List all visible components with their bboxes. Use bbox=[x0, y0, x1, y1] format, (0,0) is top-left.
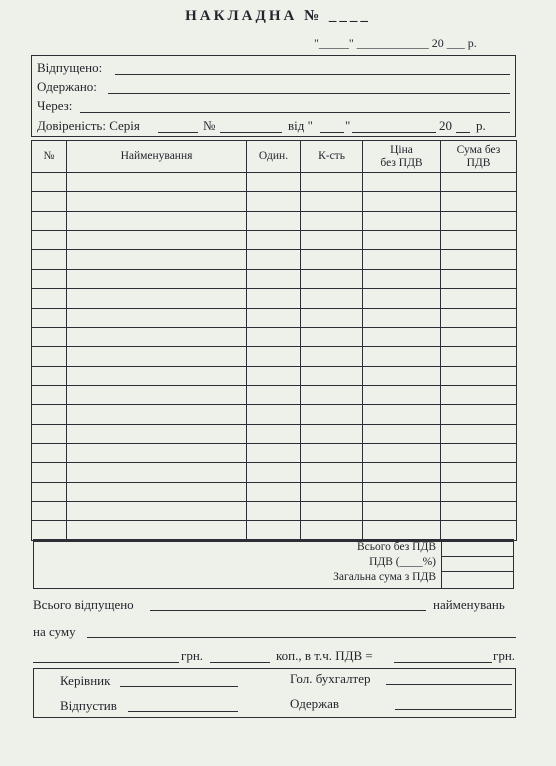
table-cell[interactable] bbox=[67, 269, 247, 288]
table-cell[interactable] bbox=[441, 308, 517, 327]
table-cell[interactable] bbox=[441, 211, 517, 230]
released-by-signature-field[interactable] bbox=[128, 711, 238, 712]
total-without-vat-field[interactable] bbox=[441, 556, 514, 557]
col-quantity: К-сть bbox=[301, 141, 363, 173]
table-cell[interactable] bbox=[247, 385, 301, 404]
table-cell[interactable] bbox=[301, 385, 363, 404]
quote-close: " bbox=[345, 118, 351, 133]
table-cell[interactable] bbox=[441, 521, 517, 540]
attorney-year-field[interactable] bbox=[456, 132, 470, 133]
table-cell[interactable] bbox=[32, 231, 67, 250]
table-cell[interactable] bbox=[32, 327, 67, 346]
table-cell[interactable] bbox=[67, 463, 247, 482]
table-cell[interactable] bbox=[32, 463, 67, 482]
total-with-vat-label: Загальна сума з ПДВ bbox=[333, 571, 436, 583]
table-cell[interactable] bbox=[247, 192, 301, 211]
table-cell[interactable] bbox=[67, 482, 247, 501]
table-cell[interactable] bbox=[247, 521, 301, 540]
table-cell[interactable] bbox=[67, 405, 247, 424]
uah-end-label: грн. bbox=[493, 648, 516, 663]
table-cell[interactable] bbox=[32, 269, 67, 288]
table-cell[interactable] bbox=[32, 173, 67, 192]
table-row bbox=[32, 289, 517, 308]
table-cell[interactable] bbox=[441, 173, 517, 192]
table-cell[interactable] bbox=[67, 366, 247, 385]
received-by-label: Одержав bbox=[290, 696, 339, 711]
table-cell[interactable] bbox=[32, 250, 67, 269]
table-cell[interactable] bbox=[247, 308, 301, 327]
table-cell[interactable] bbox=[301, 250, 363, 269]
table-cell[interactable] bbox=[247, 482, 301, 501]
table-cell[interactable] bbox=[67, 289, 247, 308]
table-cell[interactable] bbox=[67, 211, 247, 230]
table-cell[interactable] bbox=[363, 482, 441, 501]
document-title: НАКЛАДНА № ____ bbox=[185, 8, 371, 24]
date-line: "_____" ____________ 20 ___ р. bbox=[314, 36, 477, 50]
table-cell[interactable] bbox=[67, 231, 247, 250]
table-cell[interactable] bbox=[247, 347, 301, 366]
table-cell[interactable] bbox=[441, 269, 517, 288]
table-cell[interactable] bbox=[32, 289, 67, 308]
table-cell[interactable] bbox=[363, 502, 441, 521]
table-row bbox=[32, 444, 517, 463]
table-cell[interactable] bbox=[363, 366, 441, 385]
table-cell[interactable] bbox=[363, 347, 441, 366]
table-cell[interactable] bbox=[32, 482, 67, 501]
table-cell[interactable] bbox=[67, 424, 247, 443]
table-cell[interactable] bbox=[301, 424, 363, 443]
table-cell[interactable] bbox=[441, 405, 517, 424]
through-field[interactable] bbox=[80, 112, 510, 113]
table-cell[interactable] bbox=[441, 502, 517, 521]
table-row bbox=[32, 211, 517, 230]
table-row bbox=[32, 250, 517, 269]
table-cell[interactable] bbox=[67, 347, 247, 366]
col-name: Найменування bbox=[67, 141, 247, 173]
table-row bbox=[32, 405, 517, 424]
table-cell[interactable] bbox=[67, 327, 247, 346]
table-row bbox=[32, 463, 517, 482]
table-row bbox=[32, 192, 517, 211]
received-by-signature-field[interactable] bbox=[395, 709, 512, 710]
table-cell[interactable] bbox=[363, 192, 441, 211]
table-cell[interactable] bbox=[441, 444, 517, 463]
total-released-label: Всього відпущено bbox=[33, 597, 134, 612]
table-cell[interactable] bbox=[247, 366, 301, 385]
released-label: Відпущено: bbox=[37, 60, 103, 75]
released-field[interactable] bbox=[115, 74, 510, 75]
table-cell[interactable] bbox=[301, 366, 363, 385]
table-cell[interactable] bbox=[363, 385, 441, 404]
table-row bbox=[32, 385, 517, 404]
received-label: Одержано: bbox=[37, 79, 97, 94]
table-row bbox=[32, 521, 517, 540]
table-cell[interactable] bbox=[441, 463, 517, 482]
year-suffix: р. bbox=[476, 118, 486, 133]
table-cell[interactable] bbox=[247, 444, 301, 463]
through-label: Через: bbox=[37, 98, 73, 113]
power-of-attorney-label: Довіреність: Серія bbox=[37, 118, 140, 133]
head-label: Керівник bbox=[60, 673, 111, 688]
table-cell[interactable] bbox=[247, 463, 301, 482]
table-cell[interactable] bbox=[363, 269, 441, 288]
table-cell[interactable] bbox=[247, 173, 301, 192]
table-cell[interactable] bbox=[247, 269, 301, 288]
table-cell[interactable] bbox=[301, 482, 363, 501]
table-cell[interactable] bbox=[301, 211, 363, 230]
table-cell[interactable] bbox=[301, 289, 363, 308]
table-cell[interactable] bbox=[301, 269, 363, 288]
kop-amount-field[interactable] bbox=[210, 662, 270, 663]
attorney-month-field[interactable] bbox=[352, 132, 436, 133]
table-cell[interactable] bbox=[247, 231, 301, 250]
table-cell[interactable] bbox=[32, 211, 67, 230]
table-cell[interactable] bbox=[441, 347, 517, 366]
year-prefix: 20 bbox=[439, 118, 452, 133]
table-cell[interactable] bbox=[363, 173, 441, 192]
table-cell[interactable] bbox=[363, 327, 441, 346]
table-cell[interactable] bbox=[301, 173, 363, 192]
table-header-row bbox=[32, 141, 517, 173]
table-cell[interactable] bbox=[247, 424, 301, 443]
table-cell[interactable] bbox=[247, 211, 301, 230]
table-cell[interactable] bbox=[441, 250, 517, 269]
released-by-label: Відпустив bbox=[60, 698, 117, 713]
table-cell[interactable] bbox=[441, 327, 517, 346]
attorney-day-field[interactable] bbox=[320, 132, 344, 133]
chief-accountant-label: Гол. бухгалтер bbox=[290, 671, 371, 686]
table-cell[interactable] bbox=[247, 405, 301, 424]
col-price: Ціна без ПДВ bbox=[363, 141, 441, 173]
table-row bbox=[32, 482, 517, 501]
table-row bbox=[32, 347, 517, 366]
table-cell[interactable] bbox=[301, 463, 363, 482]
table-cell[interactable] bbox=[67, 521, 247, 540]
table-cell[interactable] bbox=[32, 521, 67, 540]
table-cell[interactable] bbox=[363, 211, 441, 230]
table-cell[interactable] bbox=[441, 289, 517, 308]
table-cell[interactable] bbox=[363, 289, 441, 308]
total-released-field[interactable] bbox=[150, 610, 426, 611]
table-cell[interactable] bbox=[32, 502, 67, 521]
series-field[interactable] bbox=[158, 132, 198, 133]
sum-in-words-field[interactable] bbox=[87, 637, 516, 638]
vat-field[interactable] bbox=[441, 571, 514, 572]
table-row bbox=[32, 327, 517, 346]
col-sum: Сума без ПДВ bbox=[441, 141, 517, 173]
vat-amount-field[interactable] bbox=[394, 662, 492, 663]
chief-accountant-signature-field[interactable] bbox=[386, 684, 512, 685]
table-cell[interactable] bbox=[363, 444, 441, 463]
table-cell[interactable] bbox=[363, 521, 441, 540]
for-sum-label: на суму bbox=[33, 624, 76, 639]
table-cell[interactable] bbox=[247, 250, 301, 269]
vat-label: ПДВ (____%) bbox=[369, 556, 436, 568]
table-cell[interactable] bbox=[32, 308, 67, 327]
table-cell[interactable] bbox=[363, 231, 441, 250]
table-cell[interactable] bbox=[247, 327, 301, 346]
table-cell[interactable] bbox=[301, 192, 363, 211]
table-cell[interactable] bbox=[32, 366, 67, 385]
table-cell[interactable] bbox=[363, 463, 441, 482]
table-cell[interactable] bbox=[363, 308, 441, 327]
received-field[interactable] bbox=[108, 93, 510, 94]
table-cell[interactable] bbox=[441, 192, 517, 211]
table-cell[interactable] bbox=[32, 405, 67, 424]
table-row bbox=[32, 502, 517, 521]
table-cell[interactable] bbox=[32, 192, 67, 211]
table-cell[interactable] bbox=[441, 385, 517, 404]
from-label: від " bbox=[288, 118, 313, 133]
table-cell[interactable] bbox=[67, 173, 247, 192]
table-cell[interactable] bbox=[363, 424, 441, 443]
kop-vat-label: коп., в т.ч. ПДВ = bbox=[276, 648, 373, 663]
table-cell[interactable] bbox=[441, 424, 517, 443]
table-cell[interactable] bbox=[67, 250, 247, 269]
table-cell[interactable] bbox=[441, 366, 517, 385]
table-cell[interactable] bbox=[441, 482, 517, 501]
items-label: найменувань bbox=[433, 597, 505, 612]
table-row bbox=[32, 424, 517, 443]
table-row bbox=[32, 173, 517, 192]
table-cell[interactable] bbox=[67, 444, 247, 463]
head-signature-field[interactable] bbox=[120, 686, 238, 687]
col-number: № bbox=[32, 141, 67, 173]
attorney-number-field[interactable] bbox=[220, 132, 282, 133]
table-cell[interactable] bbox=[67, 502, 247, 521]
table-cell[interactable] bbox=[301, 444, 363, 463]
table-row bbox=[32, 269, 517, 288]
table-cell[interactable] bbox=[32, 444, 67, 463]
table-cell[interactable] bbox=[247, 289, 301, 308]
table-cell[interactable] bbox=[301, 521, 363, 540]
items-body bbox=[32, 173, 517, 541]
table-cell[interactable] bbox=[301, 308, 363, 327]
table-cell[interactable] bbox=[32, 385, 67, 404]
table-cell[interactable] bbox=[301, 347, 363, 366]
table-cell[interactable] bbox=[301, 502, 363, 521]
table-row bbox=[32, 231, 517, 250]
table-cell[interactable] bbox=[67, 308, 247, 327]
table-cell[interactable] bbox=[363, 405, 441, 424]
table-cell[interactable] bbox=[441, 231, 517, 250]
table-cell[interactable] bbox=[363, 250, 441, 269]
uah-amount-field[interactable] bbox=[33, 662, 179, 663]
table-cell[interactable] bbox=[301, 231, 363, 250]
uah-label: грн. bbox=[181, 648, 204, 663]
items-table bbox=[31, 140, 517, 541]
totals-values bbox=[441, 541, 514, 589]
col-unit: Один. bbox=[247, 141, 301, 173]
table-row bbox=[32, 308, 517, 327]
table-cell[interactable] bbox=[301, 327, 363, 346]
table-row bbox=[32, 366, 517, 385]
table-cell[interactable] bbox=[67, 385, 247, 404]
total-without-vat-label: Всього без ПДВ bbox=[356, 541, 436, 553]
table-cell[interactable] bbox=[32, 347, 67, 366]
table-cell[interactable] bbox=[301, 405, 363, 424]
table-cell[interactable] bbox=[67, 192, 247, 211]
table-cell[interactable] bbox=[32, 424, 67, 443]
table-cell[interactable] bbox=[247, 502, 301, 521]
number-sign: № bbox=[203, 118, 216, 133]
